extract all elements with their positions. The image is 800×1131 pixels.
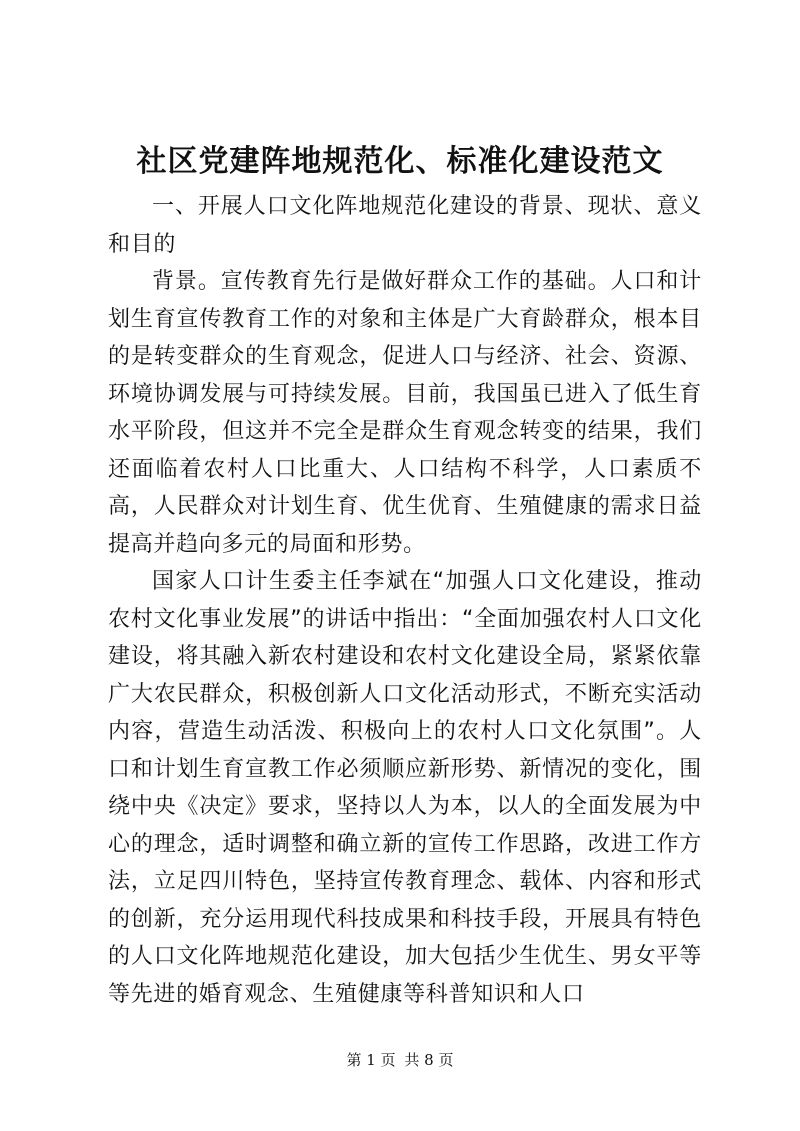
page-number: 第 1 页 (346, 1051, 396, 1069)
paragraph-quote: 国家人口计生委主任李斌在“加强人口文化建设，推动农村文化事业发展”的讲话中指出：“全面加强农村人口文化建设，将其融入新农村建设和农村文化建设全局，紧紧依靠广大农民群众，积极创新人口文化活动形式，不断充实活动内容，营造生动活泼、积极向上的农村人口文化氛围”。人口和计划生育宣教工作必须顺应新形势、新情况的变化，围绕中央《决定》要求，坚持以人为本，以人的全面发展为中心的理念，适时调整和确立新的宣传工作思路，改进工作方法，立足四川特色，坚持宣传教育理念、载体、内容和形式的创新，充分运用现代科技成果和科技手段，开展具有特色的人口文化阵地规范化建设，加大包括少生优生、男女平等等先进的婚育观念、生殖健康等科普知识和人口 (108, 569, 702, 1007)
page-footer (0, 1050, 800, 1070)
section-heading: 一、开展人口文化阵地规范化建设的背景、现状、意义和目的 (108, 194, 702, 257)
page-total: 共 8 页 (404, 1051, 454, 1069)
document-title: 社区党建阵地规范化、标准化建设范文 (136, 144, 664, 179)
paragraph-background: 背景。宣传教育先行是做好群众工作的基础。人口和计划生育宣传教育工作的对象和主体是广大育龄群众，根本目的是转变群众的生育观念，促进人口与经济、社会、资源、环境协调发展与可持续发展。目前，我国虽已进入了低生育水平阶段，但这并不完全是群众生育观念转变的结果，我们还面临着农村人口比重大、人口结构不科学，人口素质不高，人民群众对计划生育、优生优育、生殖健康的需求日益提高并趋向多元的局面和形势。 (108, 269, 702, 557)
document-body (108, 188, 702, 1013)
